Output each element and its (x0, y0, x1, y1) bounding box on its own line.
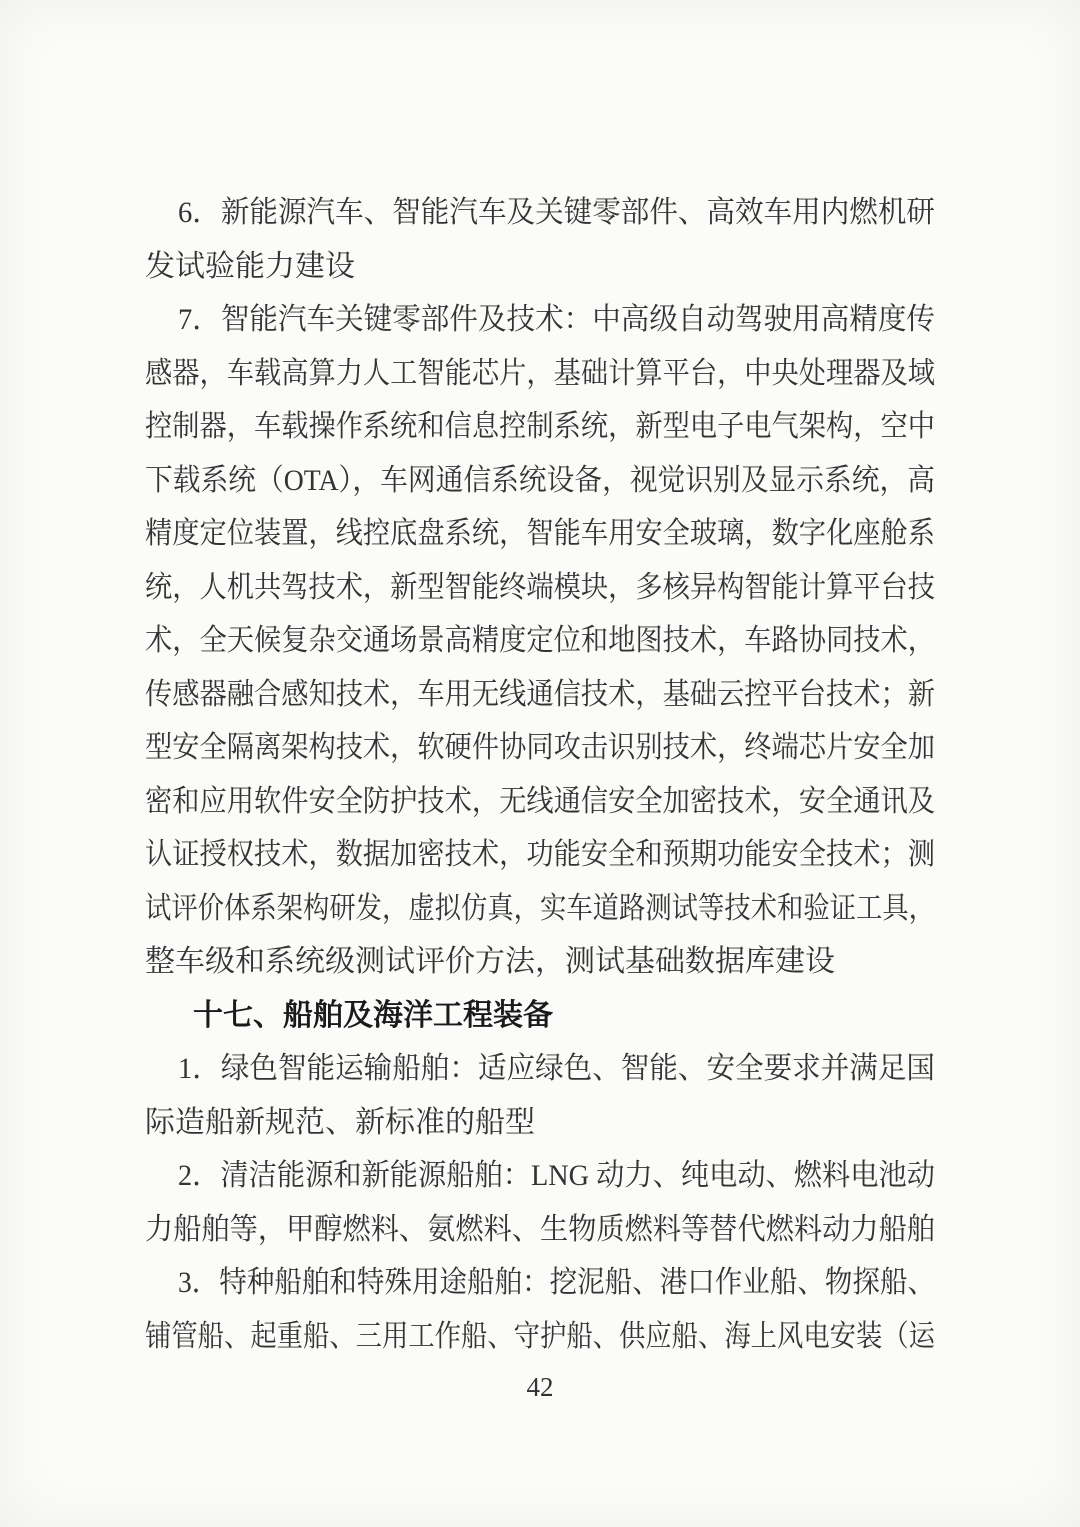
text-line-content: 控制器，车载操作系统和信息控制系统，新型电子电气架构，空中 (145, 410, 935, 443)
section-heading (145, 989, 935, 1043)
paragraph (145, 1042, 935, 1149)
text-line-content: 6．新能源汽车、智能汽车及关键零部件、高效车用内燃机研 (178, 196, 935, 229)
text-line-content: 型安全隔离架构技术，软硬件协同攻击识别技术，终端芯片安全加 (145, 731, 935, 764)
text-line (145, 293, 935, 347)
text-line-content: 3．特种船舶和特殊用途船舶：挖泥船、港口作业船、物探船、 (178, 1266, 935, 1299)
text-line-content: 统，人机共驾技术，新型智能终端模块，多核异构智能计算平台技 (145, 570, 935, 604)
text-line-content: 传感器融合感知技术，车用无线通信技术，基础云控平台技术；新 (145, 677, 935, 711)
text-line (145, 1042, 935, 1096)
text-line (145, 775, 935, 829)
text-line-content: 十七、船舶及海洋工程装备 (193, 998, 553, 1032)
text-line-content: 密和应用软件安全防护技术，无线通信安全加密技术，安全通讯及 (145, 784, 935, 818)
text-line (145, 347, 935, 401)
text-line (145, 1203, 935, 1257)
text-line-content: 术，全天候复杂交通场景高精度定位和地图技术，车路协同技术， (145, 624, 935, 657)
text-line (145, 614, 935, 668)
text-line (145, 882, 935, 936)
paragraph (145, 293, 935, 989)
text-line (145, 1096, 935, 1150)
text-line-content: 感器，车载高算力人工智能芯片，基础计算平台，中央处理器及域 (145, 356, 935, 390)
paragraph (145, 1149, 935, 1256)
text-line-content: 发试验能力建设 (145, 249, 355, 283)
text-line-content: 力船舶等，甲醇燃料、氨燃料、生物质燃料等替代燃料动力船舶 (145, 1212, 935, 1246)
text-line (145, 561, 935, 615)
text-line-content: 铺管船、起重船、三用工作船、守护船、供应船、海上风电安装（运 (145, 1319, 935, 1353)
text-line-content: 际造船新规范、新标准的船型 (145, 1105, 535, 1139)
text-line-content: 7．智能汽车关键零部件及技术：中高级自动驾驶用高精度传 (178, 303, 935, 336)
text-line (145, 454, 935, 508)
text-line-content: 试评价体系架构研发，虚拟仿真，实车道路测试等技术和验证工具， (145, 891, 935, 925)
text-line (145, 721, 935, 775)
text-line-content: 整车级和系统级测试评价方法，测试基础数据库建设 (145, 945, 835, 978)
text-line (145, 935, 935, 989)
page-footer (0, 1372, 1080, 1403)
text-line (145, 668, 935, 722)
text-line (145, 828, 935, 882)
text-line-content: 1．绿色智能运输船舶：适应绿色、智能、安全要求并满足国 (178, 1052, 935, 1085)
text-line (145, 240, 935, 294)
text-line (145, 186, 935, 240)
text-line (145, 507, 935, 561)
text-line (145, 989, 935, 1043)
text-line-content: 精度定位装置，线控底盘系统，智能车用安全玻璃，数字化座舱系 (145, 517, 935, 550)
text-line-content: 认证授权技术，数据加密技术，功能安全和预期功能安全技术；测 (145, 838, 935, 871)
text-line (145, 1310, 935, 1364)
page-number: 42 (526, 1372, 554, 1402)
document-content (145, 186, 935, 1363)
text-line (145, 1149, 935, 1203)
text-line (145, 1256, 935, 1310)
text-line-content: 下载系统（OTA），车网通信系统设备，视觉识别及显示系统，高 (145, 463, 935, 497)
text-line (145, 400, 935, 454)
paragraph (145, 1256, 935, 1363)
paragraph (145, 186, 935, 293)
text-line-content: 2．清洁能源和新能源船舶：LNG 动力、纯电动、燃料电池动 (178, 1159, 935, 1192)
